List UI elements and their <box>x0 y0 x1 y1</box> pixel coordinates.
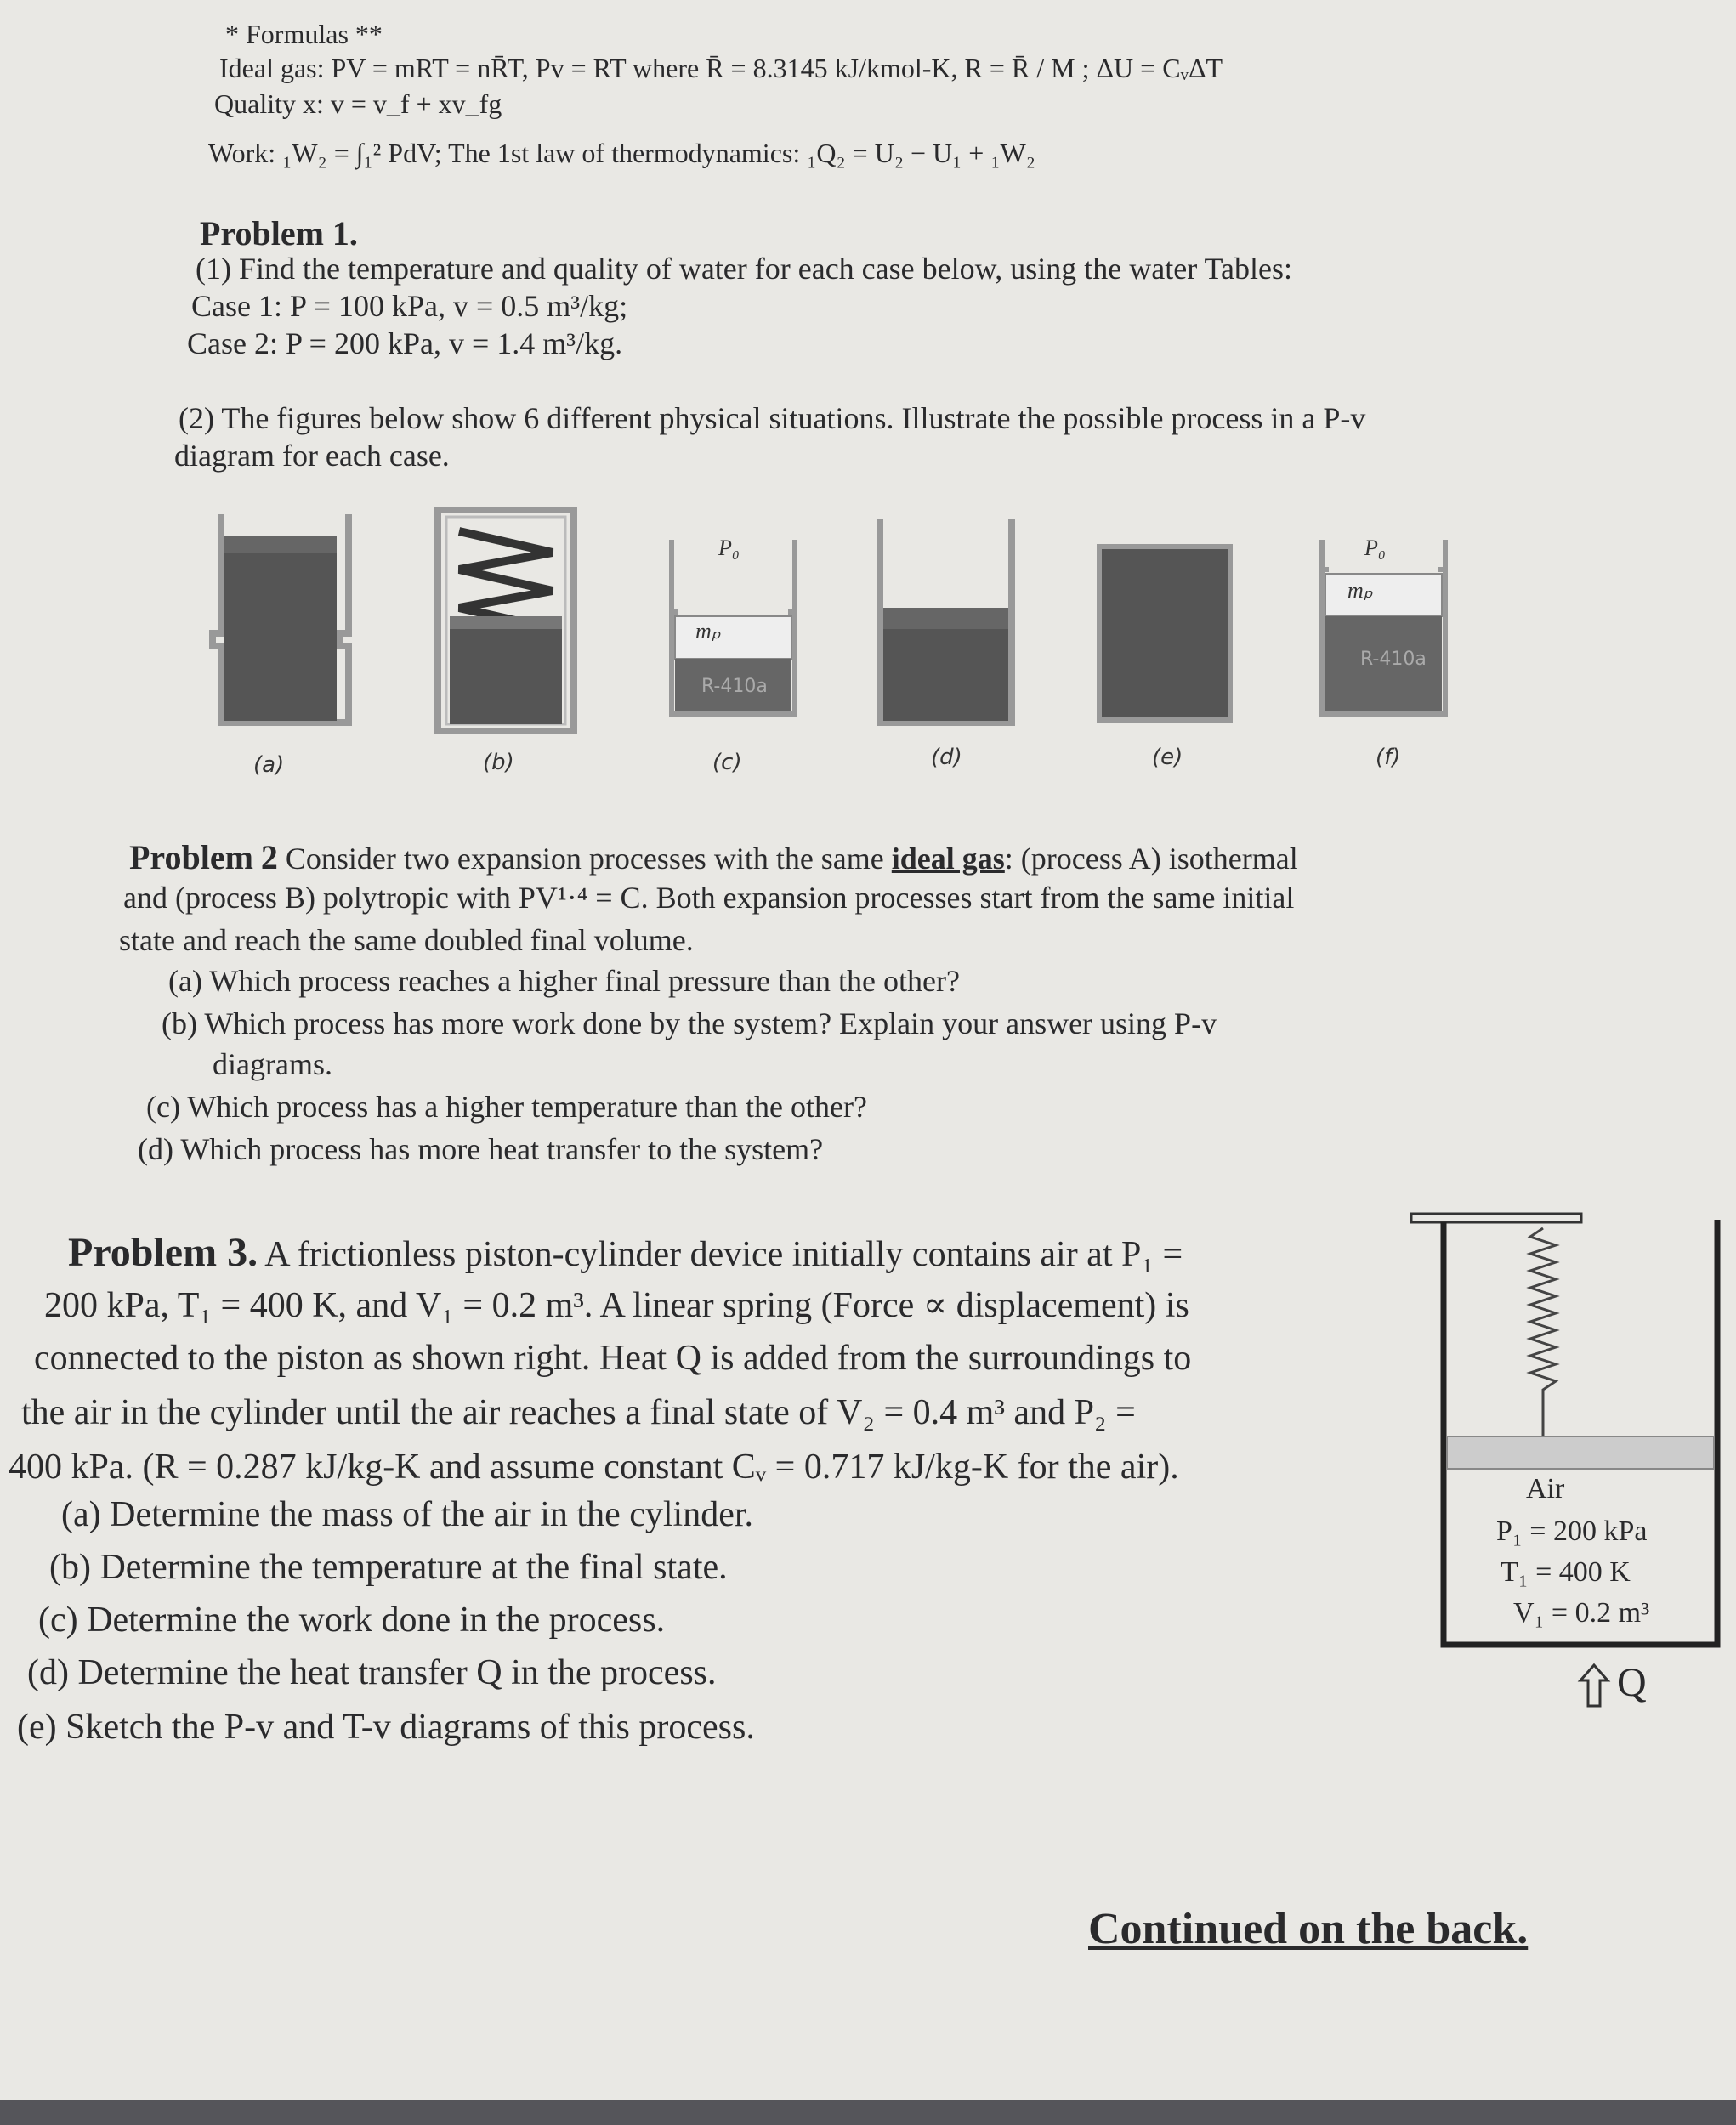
figure-a-cylinder <box>196 510 366 731</box>
quality-formula: Quality x: v = v_f + xv_fg <box>214 88 502 119</box>
problem1-part2-line1: (2) The figures below show 6 different physical situations. Illustrate the possible process in a P-v <box>179 401 1366 435</box>
problem2-question-a: (a) Which process reaches a higher final pressure than the other? <box>168 964 960 998</box>
problem2-line1 <box>129 838 1298 877</box>
heat-arrow-icon <box>1577 1662 1611 1708</box>
problem2-question-d: (d) Which process has more heat transfer to the system? <box>138 1132 824 1166</box>
ideal-gas-formula: Ideal gas: PV = mRT = nR̄T, Pv = RT where R̄ = 8.3145 kJ/kmol-K, R = R̄ / M ; ΔU = CᵥΔT <box>219 53 1223 83</box>
work-first-law-formula: Work: ₁W₂ = ∫₁² PdV; The 1st law of thermodynamics: ₁Q₂ = U₂ − U₁ + ₁W₂ <box>208 138 1035 168</box>
formulas-title: * Formulas ** <box>225 19 383 49</box>
problem2-ideal-gas: ideal gas <box>891 842 1005 876</box>
problem3-figure-q-label: Q <box>1617 1660 1647 1705</box>
figure-f-r410a-cylinder <box>1313 536 1458 722</box>
figure-e-caption: (e) <box>1152 745 1183 770</box>
problem2-line1-end: : (process A) isothermal <box>1004 842 1298 876</box>
problem3-line4: the air in the cylinder until the air reaches a final state of V₂ = 0.4 m³ and P₂ = <box>21 1393 1136 1432</box>
problem2-line1-text: Consider two expansion processes with the same <box>277 842 892 876</box>
problem3-line1 <box>68 1229 1183 1276</box>
problem3-line3: connected to the piston as shown right. Heat Q is added from the surroundings to <box>34 1339 1192 1378</box>
problem3-figure-p1-label: P₁ = 200 kPa <box>1496 1516 1648 1547</box>
problem3-question-d: (d) Determine the heat transfer Q in the process. <box>27 1653 717 1692</box>
photo-bottom-edge <box>0 2100 1736 2125</box>
figure-c-po-label: P₀ <box>718 536 740 560</box>
figure-d-caption: (d) <box>931 745 962 770</box>
continued-on-back: Continued on the back. <box>1088 1905 1529 1953</box>
figure-c-mp-label: mₚ <box>695 619 721 643</box>
figure-c-caption: (c) <box>712 750 742 775</box>
problem3-line5: 400 kPa. (R = 0.287 kJ/kg-K and assume constant Cᵥ = 0.717 kJ/kg-K for the air). <box>9 1448 1179 1487</box>
problem3-line2: 200 kPa, T₁ = 400 K, and V₁ = 0.2 m³. A linear spring (Force ∝ displacement) is <box>44 1286 1189 1325</box>
problem3-question-a: (a) Determine the mass of the air in the cylinder. <box>61 1495 754 1534</box>
problem3-title: Problem 3. <box>68 1230 258 1275</box>
figure-f-mp-label: mₚ <box>1347 578 1373 603</box>
figure-e-rigid-tank <box>1092 540 1237 727</box>
problem1-part2-line2: diagram for each case. <box>174 439 450 473</box>
figure-c-r410a-label: R-410a <box>701 676 768 697</box>
problem1-title: Problem 1. <box>200 214 358 252</box>
problem2-number: 2 <box>260 838 278 876</box>
problem3-question-e: (e) Sketch the P-v and T-v diagrams of this process. <box>17 1708 755 1747</box>
problem2-line3: state and reach the same doubled final volume. <box>119 923 694 957</box>
problem1-part1: (1) Find the temperature and quality of water for each case below, using the water Tables: <box>196 252 1293 286</box>
figure-f-po-label: P₀ <box>1364 536 1386 560</box>
problem3-question-b: (b) Determine the temperature at the final state. <box>49 1548 728 1587</box>
problem2-question-b-line2: diagrams. <box>213 1047 332 1081</box>
problem3-figure-air-label: Air <box>1526 1473 1565 1504</box>
problem3-figure-v1-label: V₁ = 0.2 m³ <box>1513 1597 1650 1629</box>
problem1-case2: Case 2: P = 200 kPa, v = 1.4 m³/kg. <box>187 326 623 360</box>
problem2-title: Problem <box>129 838 253 876</box>
problem3-figure-t1-label: T₁ = 400 K <box>1501 1556 1631 1588</box>
problem3-question-c: (c) Determine the work done in the process. <box>38 1601 666 1640</box>
figure-b-caption: (b) <box>483 750 514 775</box>
figure-f-r410a-label: R-410a <box>1360 649 1427 670</box>
problem2-question-c: (c) Which process has a higher temperature than the other? <box>146 1090 867 1124</box>
problem2-line2: and (process B) polytropic with PV¹·⁴ = C. Both expansion processes start from the same initial <box>123 881 1295 915</box>
figure-f-caption: (f) <box>1376 745 1401 770</box>
problem2-question-b-line1: (b) Which process has more work done by the system? Explain your answer using P-v <box>162 1006 1217 1040</box>
problem3-line1-text: A frictionless piston-cylinder device initially contains air at P₁ = <box>258 1235 1183 1274</box>
figure-d-stops-cylinder <box>871 514 1020 731</box>
figure-b-spring-cylinder <box>421 506 591 740</box>
figure-a-caption: (a) <box>253 752 285 778</box>
problem1-case1: Case 1: P = 100 kPa, v = 0.5 m³/kg; <box>191 289 628 323</box>
